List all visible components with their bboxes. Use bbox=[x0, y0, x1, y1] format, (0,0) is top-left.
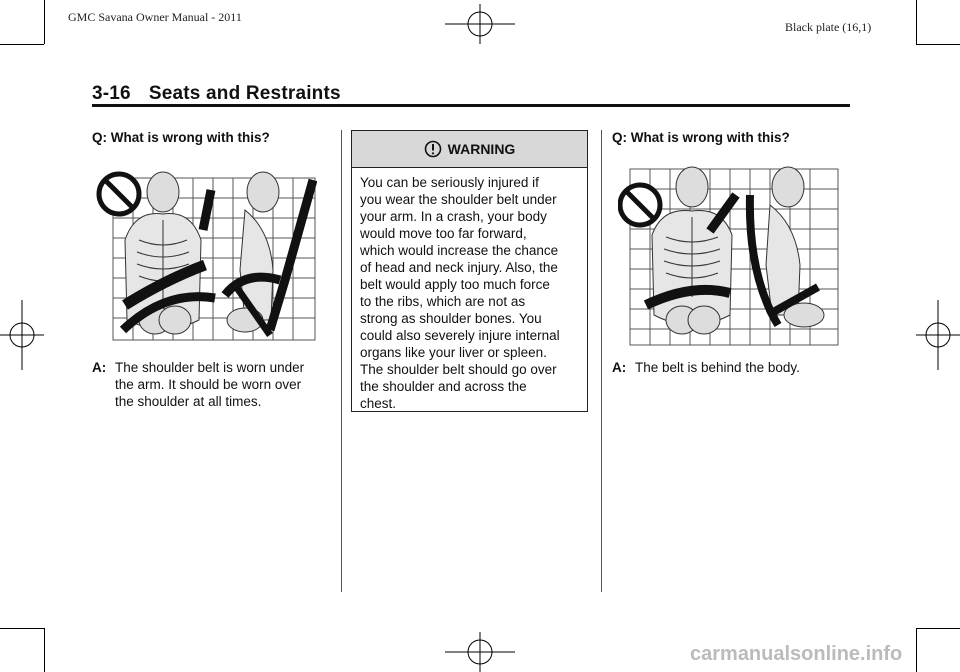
crop-mark bbox=[44, 0, 45, 44]
crop-mark bbox=[0, 44, 44, 45]
registration-target-icon bbox=[916, 300, 960, 370]
heading-rule bbox=[92, 104, 850, 107]
warning-line: of head and neck injury. Also, the bbox=[360, 260, 558, 275]
warning-line: could also severely injure internal bbox=[360, 328, 560, 343]
column-divider bbox=[601, 130, 602, 592]
crop-mark bbox=[44, 628, 45, 672]
section-heading bbox=[92, 83, 341, 105]
section-title: Seats and Restraints bbox=[148, 83, 341, 104]
column-divider bbox=[341, 130, 342, 592]
answer-label: A: bbox=[92, 360, 107, 375]
crop-mark bbox=[0, 628, 44, 629]
warning-line: organs like your liver or spleen. bbox=[360, 345, 547, 360]
warning-heading: WARNING bbox=[447, 141, 516, 157]
right-answer bbox=[612, 359, 852, 376]
warning-line: belt would apply too much force bbox=[360, 277, 550, 292]
plate-label: Black plate (16,1) bbox=[785, 20, 872, 34]
figure-belt-behind-body bbox=[618, 165, 840, 347]
answer-line: the arm. It should be worn over bbox=[115, 377, 302, 392]
crop-mark bbox=[916, 44, 960, 45]
warning-line: the shoulder and across the bbox=[360, 379, 527, 394]
crop-mark bbox=[916, 628, 960, 629]
warning-line: to the ribs, which are not as bbox=[360, 294, 526, 309]
section-number: 3-16 bbox=[92, 83, 131, 104]
warning-line: chest. bbox=[360, 396, 397, 411]
warning-line: strong as shoulder bones. You bbox=[360, 311, 542, 326]
answer-line: The shoulder belt is worn under bbox=[115, 360, 305, 375]
warning-body bbox=[352, 168, 587, 412]
answer-text: The belt is behind the body. bbox=[635, 360, 800, 375]
right-question: Q: What is wrong with this? bbox=[612, 130, 790, 145]
manual-title: GMC Savana Owner Manual - 2011 bbox=[68, 10, 242, 24]
figure-belt-under-arm bbox=[95, 170, 317, 342]
answer-line: the shoulder at all times. bbox=[115, 394, 262, 409]
warning-line: The shoulder belt should go over bbox=[360, 362, 557, 377]
crop-mark bbox=[916, 628, 917, 672]
crop-mark bbox=[916, 0, 917, 44]
watermark: carmanualsonline.info bbox=[690, 643, 903, 665]
warning-line: You can be seriously injured if bbox=[360, 175, 539, 190]
registration-target-icon bbox=[445, 632, 515, 672]
answer-label: A: bbox=[612, 360, 627, 375]
left-question: Q: What is wrong with this? bbox=[92, 130, 270, 145]
warning-line: your arm. In a crash, your body bbox=[360, 209, 547, 224]
warning-line: would move too far forward, bbox=[360, 226, 527, 241]
warning-line: you wear the shoulder belt under bbox=[360, 192, 557, 207]
warning-icon bbox=[424, 140, 442, 158]
warning-line: which would increase the chance bbox=[360, 243, 559, 258]
warning-box bbox=[351, 130, 588, 412]
registration-target-icon bbox=[445, 4, 515, 44]
left-answer bbox=[92, 359, 332, 410]
registration-target-icon bbox=[0, 300, 44, 370]
warning-header bbox=[352, 131, 587, 168]
